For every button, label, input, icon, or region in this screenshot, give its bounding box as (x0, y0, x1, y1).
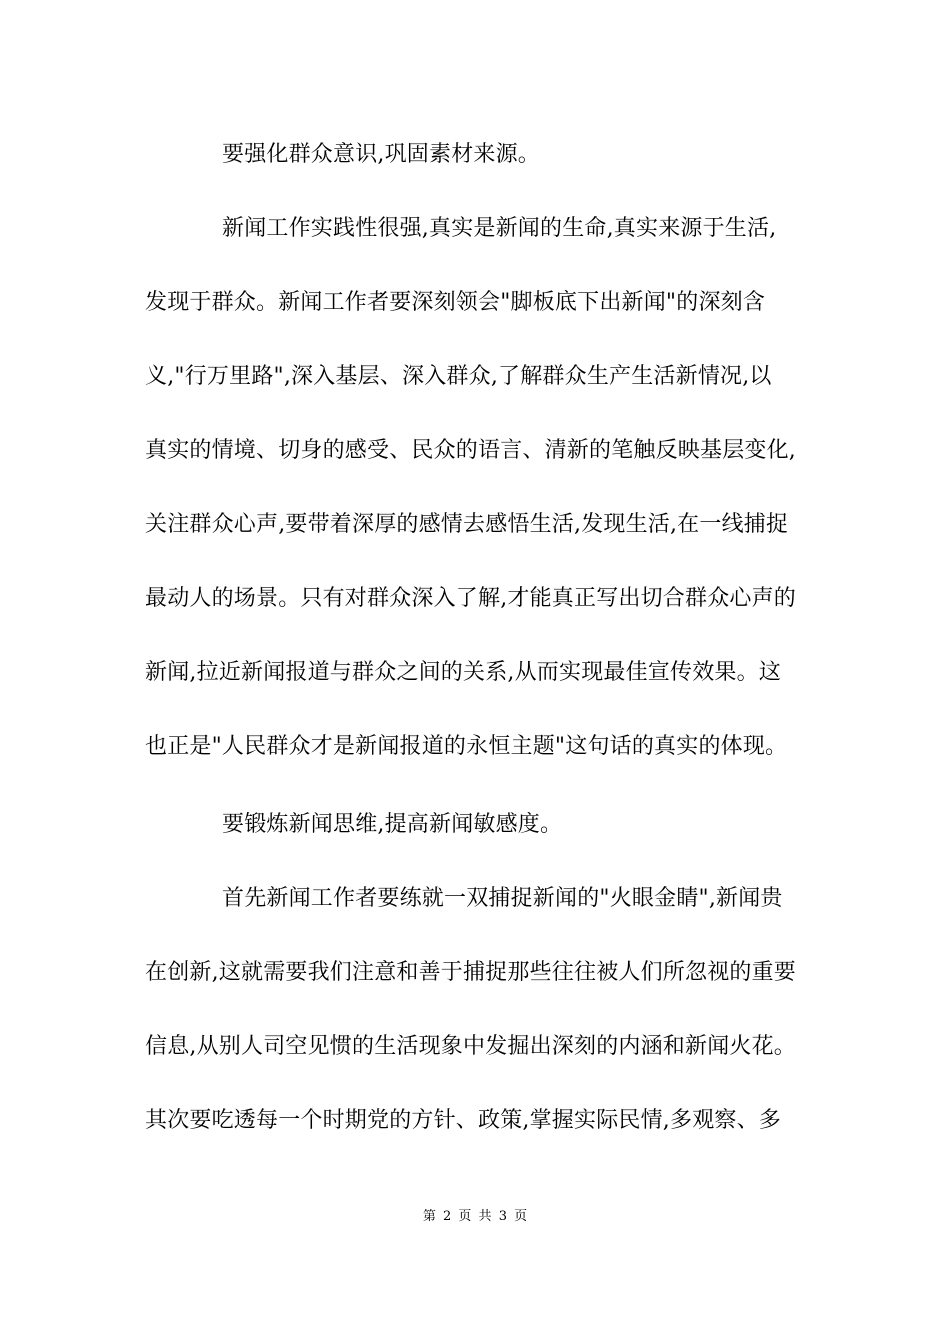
paragraph-line: 发现于群众。新闻工作者要深刻领会"脚板底下出新闻"的深刻含 (145, 290, 766, 315)
paragraph-line: 义,"行万里路",深入基层、深入群众,了解群众生产生活新情况,以 (145, 364, 772, 389)
heading-news-thinking: 要锻炼新闻思维,提高新闻敏感度。 (222, 812, 563, 837)
paragraph-line: 最动人的场景。只有对群众深入了解,才能真正写出切合群众心声的 (145, 586, 796, 611)
paragraph-line: 新闻,拉近新闻报道与群众之间的关系,从而实现最佳宣传效果。这 (145, 660, 781, 685)
page-number-footer: 第 2 页 共 3 页 (422, 1209, 528, 1224)
paragraph-line: 新闻工作实践性很强,真实是新闻的生命,真实来源于生活, (222, 216, 777, 241)
paragraph-line: 真实的情境、切身的感受、民众的语言、清新的笔触反映基层变化, (145, 438, 796, 463)
paragraph-line: 首先新闻工作者要练就一双捕捉新闻的"火眼金睛",新闻贵 (222, 886, 783, 911)
paragraph-line: 在创新,这就需要我们注意和善于捕捉那些往往被人们所忽视的重要 (145, 960, 796, 985)
heading-mass-awareness: 要强化群众意识,巩固素材来源。 (222, 142, 540, 167)
paragraph-line: 也正是"人民群众才是新闻报道的永恒主题"这句话的真实的体现。 (145, 734, 788, 759)
paragraph-line: 信息,从别人司空见惯的生活现象中发掘出深刻的内涵和新闻火花。 (145, 1034, 796, 1059)
paragraph-line: 关注群众心声,要带着深厚的感情去感悟生活,发现生活,在一线捕捉 (145, 512, 789, 537)
paragraph-line: 其次要吃透每一个时期党的方针、政策,掌握实际民情,多观察、多 (145, 1108, 781, 1133)
